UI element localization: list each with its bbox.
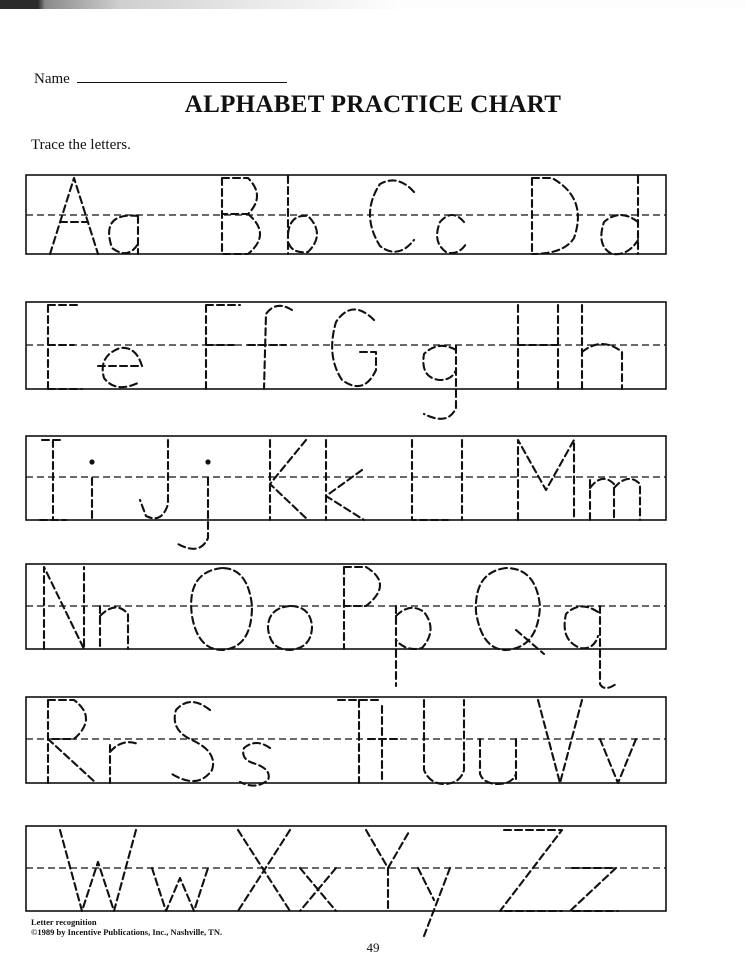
footer-credit (31, 917, 222, 937)
tracing-row-5 (26, 697, 666, 786)
letter-pair-ll (412, 440, 462, 520)
letter-pair-ff (206, 305, 292, 389)
tracing-row-2 (26, 302, 666, 419)
letter-pair-oo (191, 568, 312, 650)
instructions: Trace the letters. (31, 137, 131, 153)
footer-line-2: ©1989 by Incentive Publications, Inc., Nashville, TN. (31, 927, 223, 937)
letter-pair-gg (332, 309, 456, 418)
footer-line-1: Letter recognition (31, 917, 97, 927)
letter-pair-xx (238, 830, 336, 911)
tracing-row-4 (26, 564, 666, 688)
letter-pair-ss (172, 702, 270, 786)
letter-pair-hh (518, 305, 622, 389)
letter-pair-nn (44, 567, 128, 649)
tracing-row-1 (26, 175, 666, 254)
letter-pair-pp (344, 567, 431, 686)
letter-pair-uu (424, 700, 516, 784)
letter-pair-ee (48, 305, 142, 389)
letter-pair-cc (370, 180, 466, 253)
letter-pair-tt (338, 700, 398, 783)
letter-pair-jj (140, 440, 211, 549)
page-title: ALPHABET PRACTICE CHART (184, 91, 562, 118)
letter-pair-ww (60, 830, 208, 911)
letter-pair-aa (50, 178, 138, 254)
letter-pair-rr (48, 700, 138, 783)
letter-pair-vv (538, 700, 636, 783)
letter-pair-yy (366, 830, 450, 936)
name-label: Name (34, 71, 70, 87)
tracing-row-3 (26, 436, 666, 549)
letter-pair-kk (270, 440, 364, 520)
letter-pair-zz (500, 830, 618, 911)
letter-pair-ii (40, 440, 95, 520)
page-number: 49 (366, 940, 380, 955)
letter-pair-qq (476, 568, 616, 688)
letter-pair-mm (518, 440, 640, 520)
